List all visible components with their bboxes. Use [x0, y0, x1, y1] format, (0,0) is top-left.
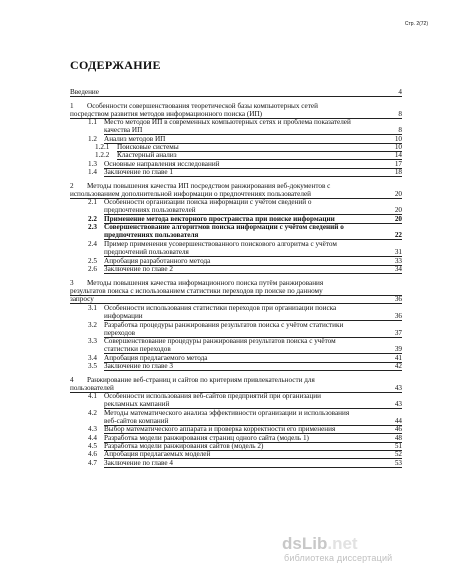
toc-entry-title: Применение метода векторного пространства при поиске информации — [104, 215, 335, 223]
toc-entry-number: 2.4 — [88, 240, 97, 248]
toc-entry-page: 43 — [394, 384, 402, 392]
toc-entry-number: 2.6 — [88, 265, 97, 273]
toc-entry-title: Пример применения усовершенствованного поискового алгоритма с учётом — [104, 240, 337, 248]
toc-entry — [0, 248, 402, 257]
toc-entry-title: посредством развития методов информационного поиска (ИП) — [70, 110, 263, 118]
toc-entry-title: веб-сайтов компаний — [104, 417, 169, 425]
toc-entry-page: 18 — [394, 168, 402, 176]
toc-entry — [0, 126, 402, 135]
toc-entry-title: информации — [104, 312, 143, 320]
toc-leader-line — [104, 176, 402, 177]
toc-entry-page: 31 — [394, 248, 402, 256]
toc-entry — [0, 151, 402, 160]
toc-entry — [0, 265, 402, 274]
toc-entry-page: 33 — [394, 257, 402, 265]
watermark-logo: dsLib.net — [282, 534, 358, 553]
watermark — [282, 534, 450, 564]
toc-entry-page: 20 — [394, 190, 402, 198]
toc-entry-title: Разработка модели ранжирования страниц одного сайта (модель 1) — [104, 434, 309, 442]
toc-entry-title: качества ИП — [104, 126, 143, 134]
toc-entry-page: 4 — [398, 88, 402, 96]
toc-entry-page: 34 — [394, 265, 402, 273]
toc-entry-title: результатов поиска с использованием статистики переходов пр поиске по данному — [70, 287, 323, 295]
toc-entry-page: 10 — [394, 143, 402, 151]
toc-entry — [0, 88, 402, 97]
toc-entry-title: пользователей — [70, 384, 114, 392]
toc-entry-page: 36 — [394, 312, 402, 320]
toc-entry-title: Заключение по главе 2 — [104, 265, 173, 273]
toc-entry-page: 14 — [394, 151, 402, 159]
toc-leader-line — [104, 273, 402, 274]
toc-entry-title: Методы повышения качества ИП посредством ранжирования веб-документов с — [87, 182, 331, 190]
toc-entry-number: 4.6 — [88, 450, 97, 458]
toc-entry-title: Апробация разработанного метода — [104, 257, 211, 265]
toc-entry-page: 20 — [394, 215, 402, 223]
toc-entry-page: 36 — [394, 295, 402, 303]
toc-entry-title: переходов — [104, 329, 136, 337]
toc-entry-page: 8 — [398, 126, 402, 134]
toc-entry-number: 4 — [70, 376, 74, 384]
toc-entry-page: 20 — [394, 206, 402, 214]
toc-entry-number: 3.5 — [88, 362, 97, 370]
toc-entry-title: Совершенствование процедуры ранжирования результатов поиска с учётом — [104, 337, 336, 345]
toc-entry-page: 22 — [394, 231, 402, 239]
toc-entry-page: 10 — [394, 135, 402, 143]
toc-entry-title: Разработка процедуры ранжирования результатов поиска с учётом статистики — [104, 321, 344, 329]
toc-entry-title: Особенности совершенствования теоретической базы компьютерных сетей — [87, 102, 318, 110]
table-of-contents — [0, 80, 450, 550]
toc-entry-number: 1.4 — [88, 168, 97, 176]
toc-entry-page: 39 — [394, 345, 402, 353]
toc-leader-line — [104, 370, 402, 371]
toc-entry-title: Поисковые системы — [117, 143, 179, 151]
toc-entry-page: 44 — [394, 417, 402, 425]
toc-entry-number: 1.2 — [88, 135, 97, 143]
toc-entry-number: 1.2.1 — [95, 143, 110, 151]
toc-entry-number: 3 — [70, 279, 74, 287]
toc-entry-number: 1.3 — [88, 160, 97, 168]
page-number: Стр. 2(72) — [404, 21, 428, 27]
toc-entry-title: предпочтениях пользователей — [104, 206, 196, 214]
toc-entry-page: 48 — [394, 434, 402, 442]
toc-entry — [0, 450, 402, 459]
toc-entry-title: Методы математического анализа эффективности организации и использования — [104, 409, 350, 417]
toc-entry — [0, 459, 402, 468]
toc-entry-title: Ранжирование веб-страниц и сайтов по критериям привлекательности для — [87, 376, 315, 384]
toc-entry-title: Методы повышения качества информационного поиска путём ранжирования — [87, 279, 324, 287]
toc-entry-number: 2.2 — [88, 215, 97, 223]
toc-entry-page: 8 — [398, 110, 402, 118]
toc-entry-title: запросу — [70, 295, 94, 303]
toc-entry-number: 1 — [70, 102, 74, 110]
toc-entry-number: 4.1 — [88, 392, 97, 400]
toc-entry-number: 3.1 — [88, 304, 97, 312]
toc-entry-title: Апробация предлагаемого метода — [104, 354, 208, 362]
toc-entry-number: 2 — [70, 182, 74, 190]
toc-entry-number: 3.4 — [88, 354, 97, 362]
toc-entry-title: Место методов ИП в современных компьютерных сетях и проблема показателей — [104, 118, 351, 126]
toc-entry-number: 2.3 — [88, 223, 97, 231]
toc-entry — [0, 425, 402, 434]
toc-entry-number: 4.3 — [88, 425, 97, 433]
page-title: СОДЕРЖАНИЕ — [70, 58, 161, 72]
toc-entry-page: 42 — [394, 362, 402, 370]
toc-entry — [0, 312, 402, 321]
toc-entry-number: 4.4 — [88, 434, 97, 442]
toc-entry — [0, 295, 402, 304]
toc-entry-number: 4.2 — [88, 409, 97, 417]
toc-entry-title: статистики переходов — [104, 345, 171, 353]
toc-entry-page: 41 — [394, 354, 402, 362]
toc-entry-page: 51 — [394, 442, 402, 450]
toc-entry-number: 1.1 — [88, 118, 97, 126]
toc-entry-number: 3.3 — [88, 337, 97, 345]
watermark-subtitle: библиотека диссертаций — [284, 553, 393, 563]
toc-entry-number: 4.7 — [88, 459, 97, 467]
toc-entry-title: Совершенствование алгоритмов поиска информации с учётом сведений о — [104, 223, 344, 231]
toc-entry-title: Выбор математического аппарата и проверка корректности его применения — [104, 425, 336, 433]
toc-entry-page: 52 — [394, 450, 402, 458]
toc-entry-title: Заключение по главе 4 — [104, 459, 173, 467]
toc-entry-page: 17 — [394, 160, 402, 168]
toc-entry-page: 43 — [394, 400, 402, 408]
toc-entry-number: 3.2 — [88, 321, 97, 329]
toc-entry-title: Заключение по главе 3 — [104, 362, 173, 370]
toc-entry-page: 53 — [394, 459, 402, 467]
toc-entry-title: Основные направления исследований — [104, 160, 220, 168]
toc-entry-title: Апробация предлагаемых моделей — [104, 450, 211, 458]
toc-entry-number: 4.5 — [88, 442, 97, 450]
toc-entry — [0, 231, 402, 240]
toc-entry-page: 46 — [394, 425, 402, 433]
toc-entry-title: Анализ методов ИП — [104, 135, 166, 143]
toc-entry-title: Разработка модели ранжирования сайтов (модель 2) — [104, 442, 264, 450]
toc-entry-number: 2.1 — [88, 198, 97, 206]
toc-entry-title: Кластерный анализ — [117, 151, 177, 159]
toc-entry — [0, 400, 402, 409]
toc-entry-title: Введение — [70, 88, 99, 96]
toc-leader-line — [104, 467, 402, 468]
toc-entry-title: рекламных кампаний — [104, 400, 170, 408]
toc-entry-title: Заключение по главе 1 — [104, 168, 173, 176]
toc-entry-number: 2.5 — [88, 257, 97, 265]
toc-entry — [0, 206, 402, 215]
toc-entry — [0, 168, 402, 177]
toc-entry-title: предпочтений пользователя — [104, 248, 189, 256]
toc-entry-title: использованием дополнительной информации о предпочтениях пользователей — [70, 190, 311, 198]
toc-entry-title: предпочтениях пользователя — [104, 231, 199, 239]
toc-entry — [0, 345, 402, 354]
toc-entry-title: Особенности организации поиска информации с учётом сведений о — [104, 198, 312, 206]
toc-entry-title: Особенности использования веб-сайтов предприятий при организации — [104, 392, 321, 400]
toc-entry-page: 37 — [394, 329, 402, 337]
toc-leader-line — [70, 96, 402, 97]
toc-entry-title: Особенности использования статистики переходов при организации поиска — [104, 304, 337, 312]
toc-entry — [0, 362, 402, 371]
toc-entry-number: 1.2.2 — [95, 151, 110, 159]
